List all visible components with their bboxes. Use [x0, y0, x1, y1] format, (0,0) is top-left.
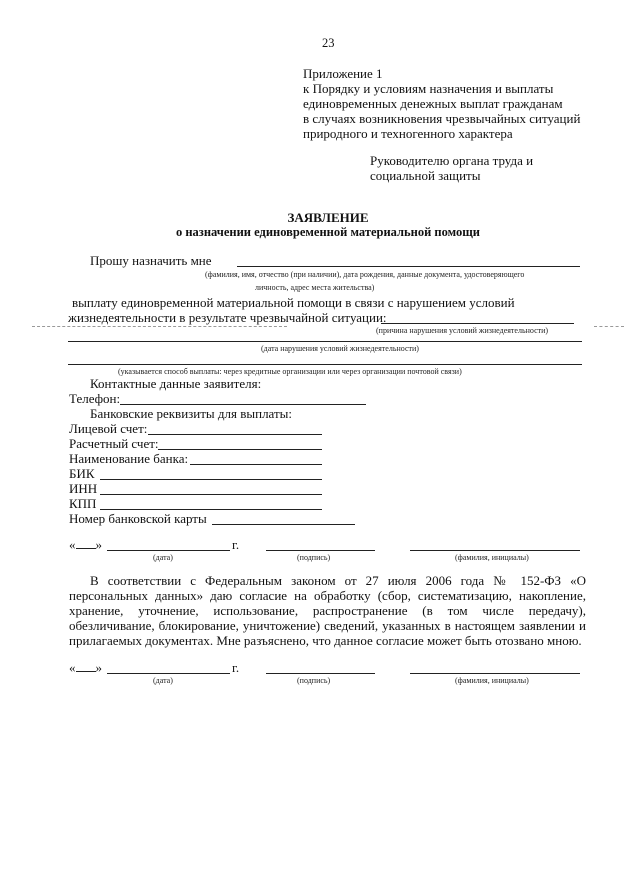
quote-close: »: [95, 537, 102, 552]
applicant-details-hint-2: личность, адрес места жительства): [255, 283, 375, 292]
appendix-line: единовременных денежных выплат гражданам: [303, 96, 563, 111]
inn-field[interactable]: [100, 494, 322, 495]
year-suffix-2: г.: [232, 660, 240, 675]
full-name-field-2[interactable]: [410, 673, 580, 674]
document-subtitle: о назначении единовременной материальной помощи: [175, 225, 480, 239]
signature-field-2[interactable]: [266, 673, 375, 674]
inn-label: ИНН: [69, 481, 98, 496]
card-number-label: Номер банковской карты: [69, 511, 207, 526]
month-year-field-2[interactable]: [107, 673, 230, 674]
year-suffix: г.: [232, 537, 240, 552]
day-field[interactable]: [76, 537, 96, 549]
scan-artifact-line: [32, 326, 287, 327]
appendix-block: [303, 66, 580, 141]
bank-name-label: Наименование банка:: [69, 451, 189, 466]
violation-reason-field[interactable]: [381, 323, 574, 324]
phone-field[interactable]: [120, 404, 366, 405]
violation-reason-hint: (причина нарушения условий жизнедеятельности): [376, 326, 549, 335]
personal-account-label: Лицевой счет:: [69, 421, 148, 436]
violation-date-hint: (дата нарушения условий жизнедеятельности): [261, 344, 419, 353]
bank-name-field[interactable]: [190, 464, 322, 465]
payment-method-field[interactable]: [68, 364, 582, 365]
signature-caption-2: (подпись): [297, 676, 331, 685]
contacts-heading: Контактные данные заявителя:: [90, 376, 262, 391]
kpp-label: КПП: [69, 496, 97, 511]
day-field-2[interactable]: [76, 660, 96, 672]
bank-heading: Банковские реквизиты для выплаты:: [90, 406, 293, 421]
appendix-line: в случаях возникновения чрезвычайных ситуаций: [303, 111, 581, 126]
bik-field[interactable]: [100, 479, 322, 480]
request-lead: Прошу назначить мне: [90, 253, 212, 268]
applicant-details-hint: (фамилия, имя, отчество (при наличии), дата рождения, данные документа, удостоверяющего: [205, 270, 525, 279]
settlement-account-label: Расчетный счет:: [69, 436, 159, 451]
full-name-field[interactable]: [410, 550, 580, 551]
date-caption-2: (дата): [153, 676, 173, 685]
card-number-field[interactable]: [212, 524, 355, 525]
bik-label: БИК: [69, 466, 95, 481]
month-year-field[interactable]: [107, 550, 230, 551]
addressee-line: Руководителю органа труда и: [370, 153, 534, 168]
appendix-line: Приложение 1: [303, 66, 383, 81]
consent-paragraph: В соответствии с Федеральным законом от 27 июля 2006 года № 152-ФЗ «О персональных данных» даю согласие на обработку (сбор, систематизацию, накопление, хранение, уточнение, использование, распространение (в том числе передачу), обезличивание, блокирование, уничтожение) сведений, указанных в настоящем заявлении и прилагаемых документах. Мне разъяснено, что данное согласие может быть отозвано мною.: [69, 573, 586, 648]
full-name-caption: (фамилия, инициалы): [455, 553, 529, 562]
document-title: ЗАЯВЛЕНИЕ: [287, 210, 369, 225]
signature-field[interactable]: [266, 550, 375, 551]
signature-caption: (подпись): [297, 553, 331, 562]
date-caption: (дата): [153, 553, 173, 562]
page-number: 23: [322, 36, 335, 50]
appendix-line: природного и техногенного характера: [303, 126, 513, 141]
full-name-caption-2: (фамилия, инициалы): [455, 676, 529, 685]
scan-artifact-line-right: [594, 326, 624, 327]
appendix-line: к Порядку и условиям назначения и выплаты: [303, 81, 554, 96]
date-block-2: [69, 660, 102, 675]
violation-date-field[interactable]: [68, 341, 582, 342]
phone-label: Телефон:: [69, 391, 121, 406]
addressee-line: социальной защиты: [370, 168, 481, 183]
payment-text-line1: выплату единовременной материальной помощи в связи с нарушением условий: [72, 295, 515, 310]
quote-close: »: [95, 660, 102, 675]
date-block: [69, 537, 102, 552]
payment-text-line2: жизнедеятельности в результате чрезвычайной ситуации:: [68, 310, 387, 325]
personal-account-field[interactable]: [148, 434, 322, 435]
kpp-field[interactable]: [100, 509, 322, 510]
settlement-account-field[interactable]: [158, 449, 322, 450]
quote-open: «: [69, 537, 76, 552]
applicant-details-field[interactable]: [237, 266, 580, 267]
addressee-block: [370, 153, 533, 183]
payment-method-hint: (указывается способ выплаты: через кредитные организации или через организации почтовой связи): [118, 367, 462, 376]
quote-open: «: [69, 660, 76, 675]
